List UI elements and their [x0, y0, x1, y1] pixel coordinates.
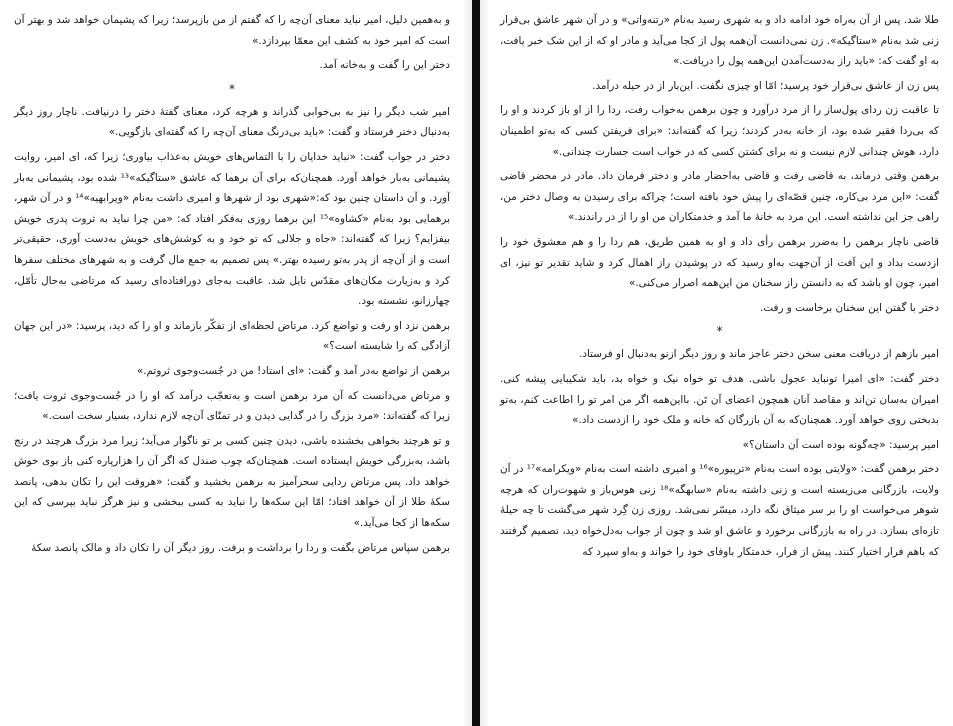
right-page	[480, 0, 953, 726]
left-paragraph-8: و تو هرچند بخواهی بخشنده باشی، دیدن چنین کسی بر تو ناگوار می‌آید؛ زیرا مرد بزرگ هرچند در رنج باشد، به‌بزرگی خویش ایستاده است. همچنان‌که چوب صندل که اگر آن را هزارپاره کنی باز بوی خوش خواهد داد. پس مرتاض ردایی سحرآمیز به برهمن بخشید و گفت: «هروقت این را تکان بدهی، پانصد سکهٔ طلا از آن خواهد افتاد؛ امّا این سکه‌ها را نباید به کسی ببخشی و نیز هرگز نباید بپرسی که این سکه‌ها از کجا می‌آید.»	[14, 434, 450, 530]
left-paragraph-9: برهمن سپاس مرتاض بگفت و ردا را برداشت و برفت. روز دیگر آن را تکان داد و مالک پانصد سکهٔ	[31, 541, 450, 554]
left-paragraph-3: امیر شب دیگر را نیز به بی‌خوابی گذراند و هرچه کرد، معنای گفتهٔ دختر را درنیافت. ناچار روز دیگر به‌دنبال دختر فرستاد و گفت: «باید بی‌درنگ معنای آن‌چه را که گفته‌ای بازگویی.»	[14, 105, 450, 139]
left-paragraph-2: دختر این را گفت و به‌خانه آمد.	[319, 59, 450, 72]
gutter-shadow-left	[462, 0, 472, 726]
right-paragraph-8: دختر گفت: «ای امیرا تونباید عجول باشی. هدف تو خواه نیک و خواه بد، باید شکیبایی پیشه کنی. امیران به‌سان تن‌اند و مقاصد آنان همچون اعضای آن تَن. بااین‌همه اگر من امر تو را اطاعت کنم، به‌تو بدبختی روی خواهد آورد. همچنان‌که به آن بازرگان که خانه و ملک خود را ازدست داد.»	[500, 372, 939, 427]
right-paragraph-2: پس زن از عاشق بی‌قرار خود پرسید؛ امّا او چیزی نگفت. این‌بار از در حیله درآمد.	[592, 79, 939, 92]
section-separator: *	[716, 324, 723, 339]
section-separator: *	[229, 81, 235, 96]
right-paragraph-1: طلا شد. پس از آن به‌راه خود ادامه داد و به شهری رسید به‌نام «رتنه‌واتی» و در آن شهر عاشق بی‌قرار زنی شد به‌نام «ستاگیکه». زن نمی‌دانست آن‌همه پول از کجا می‌آید و مادر او که از این شک خبر یافت، به او گفت که: «باید راز به‌دست‌آمدن این‌همه پول را دریافت.»	[500, 14, 939, 68]
book-gutter	[472, 0, 480, 726]
right-paragraph-10: دختر برهمن گفت: «ولایتی بوده است به‌نام «ترپیوره»¹⁶ و امیری داشته است به‌نام «ویکرامه»¹⁷ در آن ولایت، بازرگانی می‌زیسته است و زنی داشته به‌نام «سابهگه»¹⁸ زنی هوس‌باز و شهوت‌ران که هرچه شوهر می‌خواست او را بر سر میثاق نگه دارد، میسّر نمی‌شد. روزی زن گِرد شهر می‌گشت تا چه حیلهٔ تازه‌ای بسازد. در راه به بازرگانی برخورد و عاشق او شد و چون از جواب به‌دل‌خواه دید، تصمیم گرفتند که باهم فرار اختیار کنند. پیش از فرار، خدمتکار باوفای خود را خواند و به‌او سپرد که	[500, 463, 940, 558]
left-paragraph-6: برهمن از تواضع به‌در آمد و گفت: «ای استاد! من در جُست‌وجوی ثروتم.»	[136, 364, 450, 377]
left-paragraph-7: و مرتاض می‌دانست که آن مرد برهمن است و به‌تعجّب درآمد که او را در جُست‌وجوی ثروت یافت؛ زیرا که گفته‌اند: «مرد بزرگ را در گدایی دیدن و در تمنّای آن‌چه لازم ندارد، بسیار سخت است.»	[14, 389, 450, 423]
left-page	[0, 0, 472, 726]
right-paragraph-6: دختر با گفتن این سخنان برخاست و رفت.	[759, 301, 939, 314]
left-paragraph-4: دختر در جواب گفت: «نباید خدایان را با التماس‌های خویش به‌عذاب بیاوری؛ زیرا که، ای امیر، روایت پشیمانی به‌بار خواهد آورد. همچنان‌که برای آن برهما که عاشق «ستاگیکه»¹³ شده بود، پشیمانی به‌بار آورد. و آن داستان چنین بود که:«شهری بود از شهرها و امیری داشت به‌نام «ویرابهیه»¹⁴ و در آن شهر، برهمایی بود به‌نام «کشاوه»¹⁵ این برهما روزی به‌فکر افتاد که: «من چرا نباید به ثروت پدری خویش بیفزایم؟ زیرا که گفته‌اند: «جاه و جلالی که تو خود و به کوشش‌های خویش به‌دست آوری، حقیقی‌تر است و از آن‌چه از پدر به‌تو رسیده بهتر.» پس تصمیم به جمع مال گرفت و به شهرهای مختلف سفرها کرد و به‌زیارت مکان‌های مقدّس نایل شد. عاقبت به‌جای دورافتاده‌ای رسید که مرتاضی به‌حال تأمّل، چهارزانو، نشسته بود.	[14, 150, 450, 308]
right-paragraph-3: تا عاقبت زن ردای پول‌ساز را از مرد درآورد و چون برهمن به‌خواب رفت، ردا را از او باز کردند و او را که بی‌ردا فقیر شده بود، از خانه به‌در کردند؛ زیرا که گفته‌اند: «برای فریفتن کسی که به‌تو اطمینان دارد، هوش چندانی لازم نیست و نه برای کشتن کسی که در خواب است جسارت چندانی.»	[500, 104, 939, 158]
left-paragraph-5: برهمن نزد او رفت و تواضع کرد. مرتاض لحظه‌ای از تفکّر بازماند و او را که دید، پرسید: «در این جهان آزادگی که را شایسته است؟»	[14, 319, 450, 353]
right-paragraph-5: قاضی ناچار برهمن را به‌ضرر برهمن رأی داد و او به همین طریق، هم ردا را و هم معشوق خود را ازدست بداد و این آفت از آن‌جهت به‌او رسید که در پوشیدن راز اهمال کرد و شاید تقدیر تو نیز، ای امیر، چون او باشد که به دانستن راز سخنان من این‌همه اصرار می‌کنی.»	[500, 235, 939, 290]
right-paragraph-4: برهمن وقتی درماند، به قاضی رفت و قاضی به‌احضار مادر و دختر فرمان داد. مادر در محضر قاضی گفت: «این مرد بی‌کاره، چنین قصّه‌ای را پیش خود بافته است؛ چراکه برای رسیدن به وصال دختر من، راهی جز این نداشته است. این مرد به خانهٔ ما آمد و خدمتکاران من او را از در راندند.»	[500, 170, 939, 224]
right-paragraph-9: امیر پرسید: «چه‌گونه بوده است آن داستان؟»	[742, 438, 939, 451]
left-paragraph-1: و به‌همین دلیل، امیر نباید معنای آن‌چه را که گفتم از من بازپرسد؛ زیرا که پشیمان خواهد شد و بهتر آن است که امیر خود به کشف این معمّا بپردازد.»	[14, 14, 450, 47]
right-paragraph-7: امیر بازهم از دریافت معنی سخن دختر عاجز ماند و روز دیگر ازنو به‌دنبال او فرستاد.	[579, 348, 939, 361]
